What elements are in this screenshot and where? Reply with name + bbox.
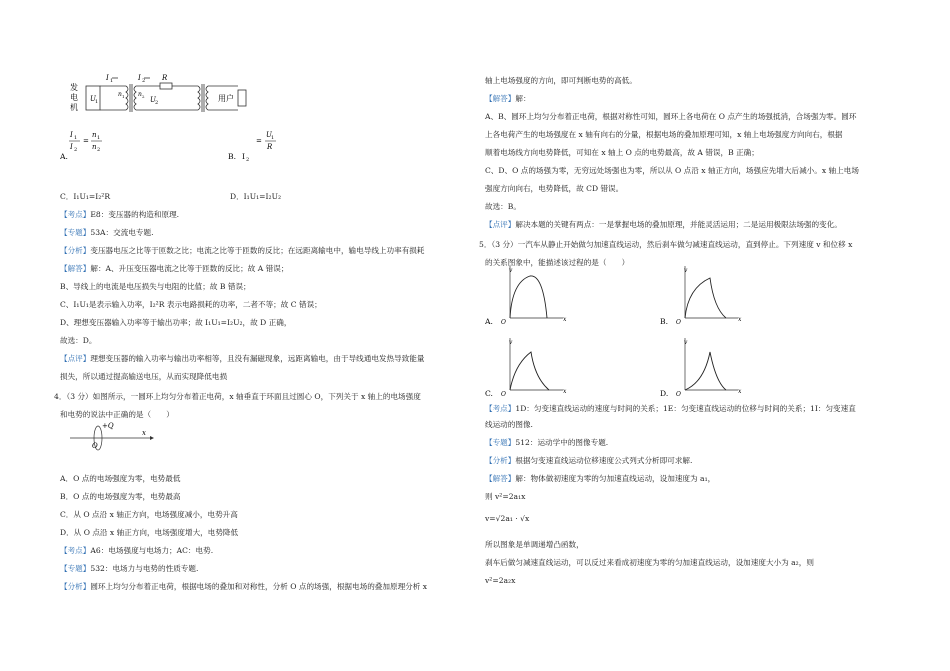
i2-label: I	[138, 74, 141, 82]
graph-c-label: C.	[485, 389, 493, 398]
frac-i2-sub: 2	[74, 147, 78, 153]
option-d: D．I₁U₁=I₂U₂	[230, 192, 282, 201]
graph-a-x: x	[563, 316, 567, 323]
q4-kaodian-text: A6：电场强度与电场力；AC：电势.	[90, 546, 214, 555]
frac-n1: n	[92, 131, 97, 139]
equation-2-rhs: √2a₁ · √x	[495, 514, 530, 523]
r-fenxi-row	[485, 456, 692, 466]
question-4-option-a: A．O 点的电场强度为零，电势最低	[60, 474, 181, 483]
equation-3: v²=2a₂x	[485, 576, 516, 585]
graph-a-o: O	[501, 319, 506, 326]
answer-c-line: C、I₁U₁是表示输入功率，I₂²R 表示电路损耗的功率，二者不等；故 C 错误；	[60, 300, 322, 309]
generator-label-3: 机	[70, 103, 78, 112]
brake-note: 刹车后做匀减速直线运动，可以反过来看成初速度为零的匀加速直线运动，设加速度大小为 a₂，则	[485, 558, 814, 567]
frac-n2: n	[92, 143, 97, 151]
transformer-circuit-diagram	[68, 72, 258, 120]
q4-fenxi-text: 圆环上均匀分布着正电荷，根据电场的叠加和对称性，分析 O 点的场强，根据电场的叠加原理分析 x	[90, 582, 428, 591]
r-fenxi-text: 根据匀变速直线运动位移速度公式列式分析即可求解.	[515, 456, 693, 465]
kaodian-tag: 【考点】	[60, 210, 91, 219]
frac-n1-sub: 1	[97, 135, 101, 141]
kaodian-row	[60, 210, 179, 220]
jieda-tag: 【解答】	[60, 264, 91, 273]
u1-label: U	[90, 95, 96, 103]
question-4-stem-2: 和电势的说法中正确的是（ ）	[60, 410, 174, 419]
r-zhuanti-row	[485, 438, 608, 448]
u2-sub: 2	[155, 100, 159, 106]
graph-a-label: A.	[485, 317, 493, 326]
graph-b-v: v	[684, 267, 688, 274]
frac-r: R	[267, 143, 273, 151]
r-dianping-tag: 【点评】	[485, 220, 516, 229]
r-ab1: A、B、圆环上均匀分布着正电荷，根据对称性可知，圆环上各电荷在 O 点产生的场强抵消，合场强为零。圆环	[485, 112, 857, 121]
graph-b	[660, 264, 750, 326]
option-b-formula	[228, 128, 308, 162]
n1-label: n	[118, 91, 122, 98]
r-jieda-tag: 【解答】	[485, 94, 516, 103]
option-b-i: I	[242, 152, 245, 161]
option-a-label: A.	[60, 152, 68, 161]
graph-d-label: D.	[660, 389, 669, 398]
n2-label: n	[138, 91, 142, 98]
q4-zhuanti-tag: 【专题】	[60, 564, 91, 573]
fenxi-tag: 【分析】	[60, 246, 91, 255]
answer-b-line: B、导线上的电流是电压损失与电阻的比值；故 B 错误；	[60, 282, 251, 291]
option-a-formula	[60, 128, 140, 162]
graph-a-curve	[510, 276, 547, 318]
generator-label-2: 电	[70, 93, 78, 102]
r-label: R	[162, 74, 168, 82]
r-cd1: C、D、O 点的场强为零，无穷远处场强也为零，所以从 O 点沿 x 轴正方向，场强应先增大后减小。x 轴上电场	[485, 166, 859, 175]
fenxi-row	[60, 246, 425, 256]
x-axis-label: x	[142, 429, 146, 437]
r-kaodian-text: 1D：匀变速直线运动的速度与时间的关系；1E：匀变速直线运动的位移与时间的关系；1I：匀变速直	[515, 404, 856, 413]
jieda-text: 解：A、升压变压器电流之比等于匝数的反比；故 A 错误；	[90, 264, 289, 273]
r-ab2: 上各电荷产生的电场强度在 x 轴有向右的分量，根据电场的叠加原理可知，x 轴上电场强度方向向右，根据	[485, 130, 843, 139]
n1-sub: 1	[122, 94, 125, 99]
charge-label: +Q	[102, 422, 114, 430]
frac-i2: I	[70, 143, 73, 151]
frac-i1-sub: 1	[74, 135, 78, 141]
question-5-stem: 5．（3 分）一汽车从静止开始做匀加速直线运动，然后刹车做匀减速直线运动，直到停止。下列速度 v 和位移 x	[479, 240, 853, 249]
graph-b-label: B.	[660, 317, 668, 326]
q4-zhuanti-text: 532：电场力与电势的性质专题.	[90, 564, 199, 573]
jieda-row	[60, 264, 288, 274]
r-jieda-text: 解：	[515, 94, 531, 103]
graph-b-o: O	[676, 319, 681, 326]
r-jieda-row	[485, 94, 531, 104]
graph-c-v: v	[509, 339, 513, 346]
r-kaodian-tag: 【考点】	[485, 404, 516, 413]
graph-c-curve	[510, 352, 549, 390]
zhuanti-row	[60, 228, 154, 238]
r-zhuanti-text: 512：运动学中的图像专题.	[515, 438, 609, 447]
dianping-text: 理想变压器的输入功率与输出功率相等，且没有漏磁现象，远距离输电，由于导线通电发热导致能量	[90, 354, 425, 363]
dianping-text-2: 损失，所以通过提高输送电压，从而实现降低电损	[60, 372, 228, 381]
option-c: C．I₁U₁=I₂²R	[60, 192, 111, 201]
r-line1: 轴上电场强度的方向，即可判断电势的高低。	[485, 76, 637, 85]
option-b-sub: 2	[246, 157, 250, 162]
q4-fenxi-tag: 【分析】	[60, 582, 91, 591]
question-4-stem: 4．（3 分）如图所示，一圆环上均匀分布着正电荷，x 轴垂直于环面且过圆心 O，下列关于 x 轴上的电场强度	[54, 392, 421, 401]
i1-sub: 1	[110, 78, 114, 84]
graph-b-curve	[685, 278, 726, 318]
equation-2	[485, 514, 529, 524]
q4-kaodian-tag: 【考点】	[60, 546, 91, 555]
zhuanti-text: 53A：交流电专题.	[90, 228, 154, 237]
svg-text:=: =	[83, 137, 89, 145]
r-jieda2-text: 解：物体做初速度为零的匀加速直线运动，设加速度为 a₁，	[515, 474, 716, 483]
graph-c	[485, 336, 575, 398]
frac-u1: U	[266, 131, 272, 139]
graph-d-v: v	[684, 339, 688, 346]
kaodian-text: E8：变压器的构造和原理.	[90, 210, 180, 219]
ring-charge-figure	[68, 418, 158, 458]
graph-d-o: O	[676, 391, 681, 398]
q4-fenxi-row	[60, 582, 427, 592]
n2-sub: 2	[142, 94, 145, 99]
i2-sub: 2	[142, 78, 146, 84]
graph-a	[485, 264, 575, 326]
question-4-option-d: D．从 O 点沿 x 轴正方向，电场强度增大，电势降低	[60, 528, 239, 537]
equation-2-lhs: v=	[485, 514, 496, 523]
r-zhuanti-tag: 【专题】	[485, 438, 516, 447]
answer-d-line: D、理想变压器输入功率等于输出功率；故 I₁U₁=I₂U₂，故 D 正确，	[60, 318, 292, 327]
r-jieda2-tag: 【解答】	[485, 474, 516, 483]
user-label: 用户	[218, 94, 234, 103]
r-kaodian-text-2: 线运动的图像.	[485, 420, 533, 429]
r-dianping-row	[485, 220, 842, 230]
question-4-option-c: C．从 O 点沿 x 轴正方向，电场强度减小，电势升高	[60, 510, 238, 519]
q4-kaodian-row	[60, 546, 213, 556]
graph-c-x: x	[563, 388, 567, 395]
option-b-label: B.	[228, 152, 236, 161]
r-jieda2-row	[485, 474, 715, 484]
equation-1: 则 v²=2a₁x	[485, 492, 526, 501]
question-5-stem-2: 的关系图象中，能描述该过程的是（ ）	[485, 258, 630, 267]
u2-label: U	[150, 96, 156, 104]
r-cd2: 强度方向向右，电势降低，故 CD 错误。	[485, 184, 624, 193]
q4-zhuanti-row	[60, 564, 198, 574]
graph-d-curve	[685, 352, 726, 390]
zhuanti-tag: 【专题】	[60, 228, 91, 237]
dianping-tag: 【点评】	[60, 354, 91, 363]
origin-label: O	[92, 442, 98, 450]
monotonic-note: 所以图象是单调递增凸函数，	[485, 540, 584, 549]
r-fenxi-tag: 【分析】	[485, 456, 516, 465]
frac-i1: I	[70, 131, 73, 139]
graph-d	[660, 336, 750, 398]
graph-c-o: O	[501, 391, 506, 398]
graph-a-v: v	[509, 267, 513, 274]
answer-choice: 故选：D。	[60, 336, 97, 345]
graph-b-x: x	[738, 316, 742, 323]
svg-text:=: =	[256, 137, 262, 145]
r-ab3: 顺着电场线方向电势降低，可知在 x 轴上 O 点的电势最高，故 A 错误，B 正确；	[485, 148, 759, 157]
graph-d-x: x	[738, 388, 742, 395]
fenxi-text: 变压器电压之比等于匝数之比；电流之比等于匝数的反比；在远距离输电中，输电导线上功率有损耗	[90, 246, 425, 255]
dianping-row	[60, 354, 425, 364]
r-answer-choice: 故选：B。	[485, 202, 521, 211]
frac-u1-sub: 1	[271, 135, 275, 141]
generator-label-1: 发	[70, 83, 78, 92]
question-4-option-b: B．O 点的电场强度为零，电势最高	[60, 492, 181, 501]
frac-n2-sub: 2	[97, 147, 101, 153]
r-dianping-text: 解决本题的关键有两点：一是掌握电场的叠加原理，并能灵活运用；二是运用极限法场强的变化。	[515, 220, 842, 229]
u1-sub: 1	[95, 99, 99, 105]
i1-label: I	[106, 74, 109, 82]
r-kaodian-row	[485, 404, 856, 414]
